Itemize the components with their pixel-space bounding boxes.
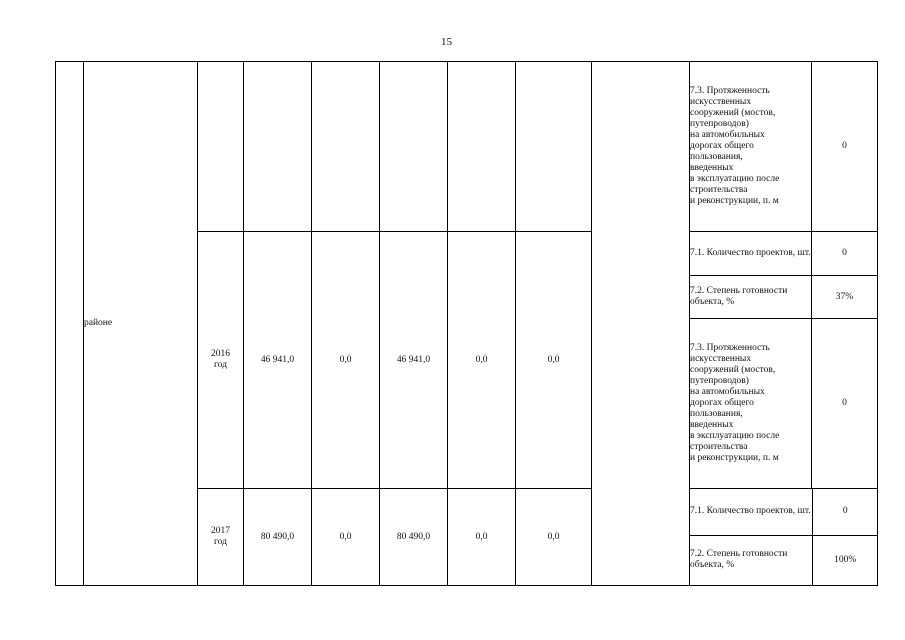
indicator-7-3-text <box>690 86 811 207</box>
empty-column-cell <box>592 62 690 586</box>
value-cell <box>380 62 448 232</box>
indicator-7-3-line: сооружений (мостов, <box>690 365 776 375</box>
indicator-7-3-line: 7.3. Протяженность <box>690 343 770 353</box>
value-cell <box>516 62 592 232</box>
indicator-7-3-line: и реконструкции, п. м <box>690 453 779 463</box>
result-cell: 0 <box>812 319 878 489</box>
indicator-group-cell <box>690 489 878 586</box>
indicator-7-2-cell: 7.2. Степень готовности объекта, % <box>690 535 812 585</box>
value-cell: 0,0 <box>516 232 592 489</box>
year-number: 2016 <box>211 349 230 359</box>
indicator-7-1-cell: 7.1. Количество проектов, шт. <box>690 232 812 276</box>
indicator-7-3-line: путепроводов) <box>690 376 749 386</box>
indicator-7-3-line: на автомобильных <box>690 387 765 397</box>
value-cell <box>448 62 516 232</box>
value-cell: 46 941,0 <box>380 232 448 489</box>
indicator-7-3-line: пользования, <box>690 152 743 162</box>
year-number: 2017 <box>211 526 230 536</box>
indicator-7-3-line: строительства <box>690 442 748 452</box>
value-cell: 0,0 <box>312 489 380 586</box>
indicator-7-3-line: введенных <box>690 420 734 430</box>
result-cell: 37% <box>812 276 878 319</box>
value-cell: 46 941,0 <box>244 232 312 489</box>
value-cell: 80 490,0 <box>380 489 448 586</box>
indicator-7-3-line: путепроводов) <box>690 119 749 129</box>
value-cell: 80 490,0 <box>244 489 312 586</box>
year-cell <box>198 489 244 586</box>
value-cell <box>312 62 380 232</box>
year-suffix: год <box>214 537 227 547</box>
value-cell: 0,0 <box>312 232 380 489</box>
result-cell: 0 <box>812 62 878 232</box>
result-cell: 0 <box>812 232 878 276</box>
indicator-7-3-line: пользования, <box>690 409 743 419</box>
year-cell <box>198 232 244 489</box>
indicator-7-3-line: дорогах общего <box>690 398 754 408</box>
indicator-7-3-line: строительства <box>690 185 748 195</box>
indicator-7-3-line: дорогах общего <box>690 141 754 151</box>
object-name-cell: районе <box>84 62 198 586</box>
indicator-7-3-line: 7.3. Протяженность <box>690 86 770 96</box>
indicator-7-3-line: сооружений (мостов, <box>690 108 776 118</box>
indicator-7-3-line: искусственных <box>690 97 752 107</box>
value-cell: 0,0 <box>516 489 592 586</box>
indicator-7-3-line: введенных <box>690 163 734 173</box>
indicator-7-3-line: в эксплуатацию после <box>690 431 780 441</box>
page-number: 15 <box>441 36 452 48</box>
indicator-7-3-cell <box>690 62 812 232</box>
value-cell <box>244 62 312 232</box>
indicator-7-3-line: искусственных <box>690 354 752 364</box>
indicator-7-3-line: и реконструкции, п. м <box>690 196 779 206</box>
row-number-cell <box>56 62 84 586</box>
value-cell: 0,0 <box>448 232 516 489</box>
program-table <box>55 61 878 586</box>
value-cell: 0,0 <box>448 489 516 586</box>
indicator-7-2-cell: 7.2. Степень готовности объекта, % <box>690 276 812 319</box>
indicator-7-3-text <box>690 343 811 464</box>
table-row <box>56 62 878 232</box>
indicator-7-3-line: на автомобильных <box>690 130 765 140</box>
indicator-7-1-cell: 7.1. Количество проектов, шт. <box>690 489 812 535</box>
year-cell <box>198 62 244 232</box>
indicator-7-3-cell <box>690 319 812 489</box>
indicator-7-3-line: в эксплуатацию после <box>690 174 780 184</box>
result-cell: 100% <box>834 554 857 565</box>
year-suffix: год <box>214 360 227 370</box>
indicator-subtable <box>690 489 878 585</box>
result-cell: 0 <box>812 489 878 535</box>
